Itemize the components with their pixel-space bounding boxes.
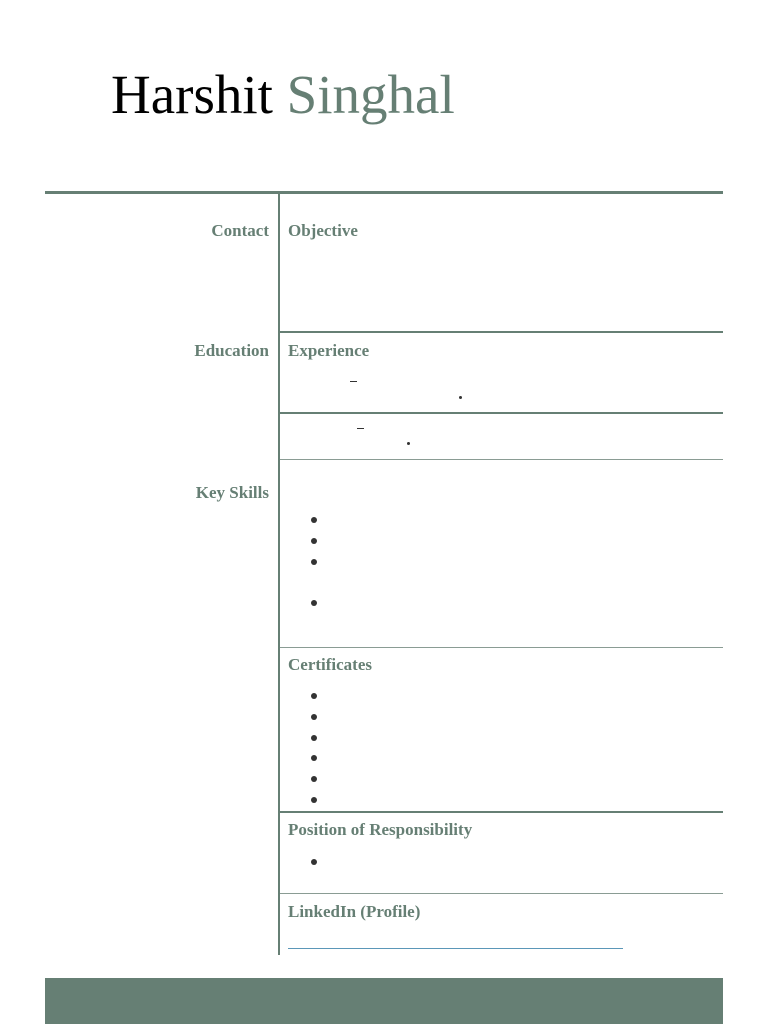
period-mark (407, 442, 410, 445)
certificate-bullet (311, 797, 317, 803)
date-dash (350, 381, 357, 382)
experience-heading: Experience (288, 341, 370, 360)
certificate-bullet (311, 755, 317, 761)
skill-bullet (311, 559, 317, 565)
footer-bar (45, 978, 723, 1024)
skill-bullet (311, 538, 317, 544)
section-divider (280, 412, 723, 414)
education-label: Education (194, 341, 269, 360)
certificate-bullet (311, 776, 317, 782)
objective-heading: Objective (288, 221, 358, 240)
key-skills-label: Key Skills (195, 483, 269, 502)
certificate-bullet (311, 735, 317, 741)
contact-label: Contact (211, 221, 269, 240)
linkedin-link[interactable] (288, 948, 623, 949)
period-mark (459, 396, 462, 399)
date-dash (357, 428, 364, 429)
linkedin-heading: LinkedIn (Profile) (288, 902, 421, 921)
section-divider (280, 459, 723, 460)
position-bullet (311, 859, 317, 865)
section-divider (280, 811, 723, 813)
header-divider (45, 191, 723, 194)
skill-bullet (311, 600, 317, 606)
position-heading: Position of Responsibility (288, 820, 473, 839)
certificate-bullet (311, 714, 317, 720)
section-divider (280, 647, 723, 648)
first-name: Harshit (111, 64, 273, 125)
certificates-heading: Certificates (288, 655, 373, 674)
last-name: Singhal (286, 64, 455, 125)
certificate-bullet (311, 693, 317, 699)
column-divider (278, 193, 280, 955)
skill-bullet (311, 517, 317, 523)
section-divider (280, 893, 723, 894)
section-divider (280, 331, 723, 333)
resume-name (111, 62, 455, 128)
